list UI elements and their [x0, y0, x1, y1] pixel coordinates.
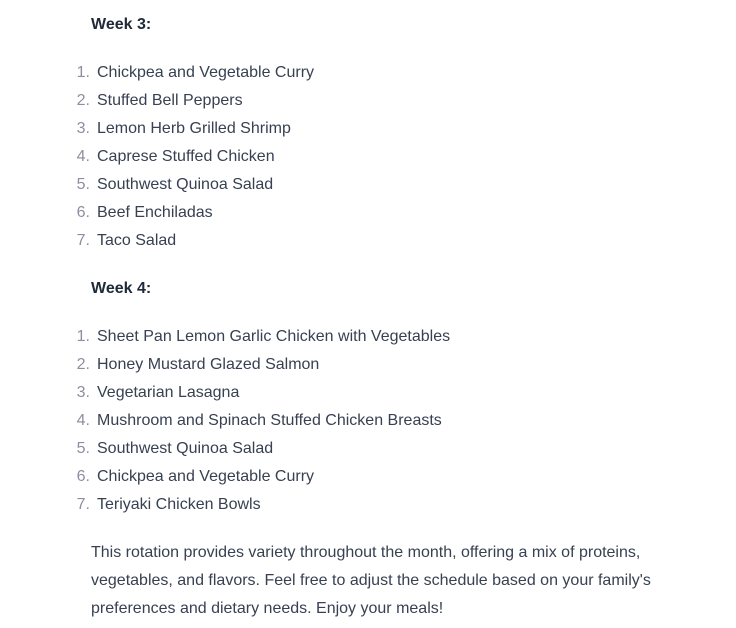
list-item-number: 7. — [76, 232, 90, 249]
list-item-text: Southwest Quinoa Salad — [97, 440, 274, 457]
list-item-text: Teriyaki Chicken Bowls — [97, 496, 261, 513]
list-item-number: 7. — [76, 496, 90, 513]
list-item-text: Honey Mustard Glazed Salmon — [97, 356, 320, 373]
list-item-text: Chickpea and Vegetable Curry — [97, 64, 315, 81]
list-item-text: Taco Salad — [97, 232, 177, 249]
week-3-heading: Week 3: — [91, 16, 152, 33]
list-item-text: Vegetarian Lasagna — [97, 384, 240, 401]
list-item-text: Sheet Pan Lemon Garlic Chicken with Vegetables — [97, 328, 451, 345]
list-item-number: 3. — [76, 120, 90, 137]
list-item-text: Stuffed Bell Peppers — [97, 92, 243, 109]
list-item-number: 4. — [76, 412, 90, 429]
list-item-text: Caprese Stuffed Chicken — [97, 148, 275, 165]
list-item-number: 5. — [76, 440, 90, 457]
list-item-text: Chickpea and Vegetable Curry — [97, 468, 315, 485]
list-item-number: 5. — [76, 176, 90, 193]
list-item-text: Lemon Herb Grilled Shrimp — [97, 120, 291, 137]
list-item-number: 6. — [76, 468, 90, 485]
week-4-heading: Week 4: — [91, 280, 152, 297]
list-item-number: 3. — [76, 384, 90, 401]
list-item-text: Beef Enchiladas — [97, 204, 213, 221]
list-item-number: 6. — [76, 204, 90, 221]
list-item-text: Southwest Quinoa Salad — [97, 176, 274, 193]
list-item-number: 2. — [76, 92, 90, 109]
list-item-number: 1. — [76, 328, 90, 345]
closing-paragraph: This rotation provides variety throughout the month, offering a mix of proteins, vegetables, and flavors. Feel free to adjust the schedule based on your family's preferences and dietary needs. Enjoy your meals! — [91, 544, 651, 617]
list-item-number: 1. — [76, 64, 90, 81]
list-item-text: Mushroom and Spinach Stuffed Chicken Breasts — [97, 412, 442, 429]
list-item-number: 4. — [76, 148, 90, 165]
list-item-number: 2. — [76, 356, 90, 373]
